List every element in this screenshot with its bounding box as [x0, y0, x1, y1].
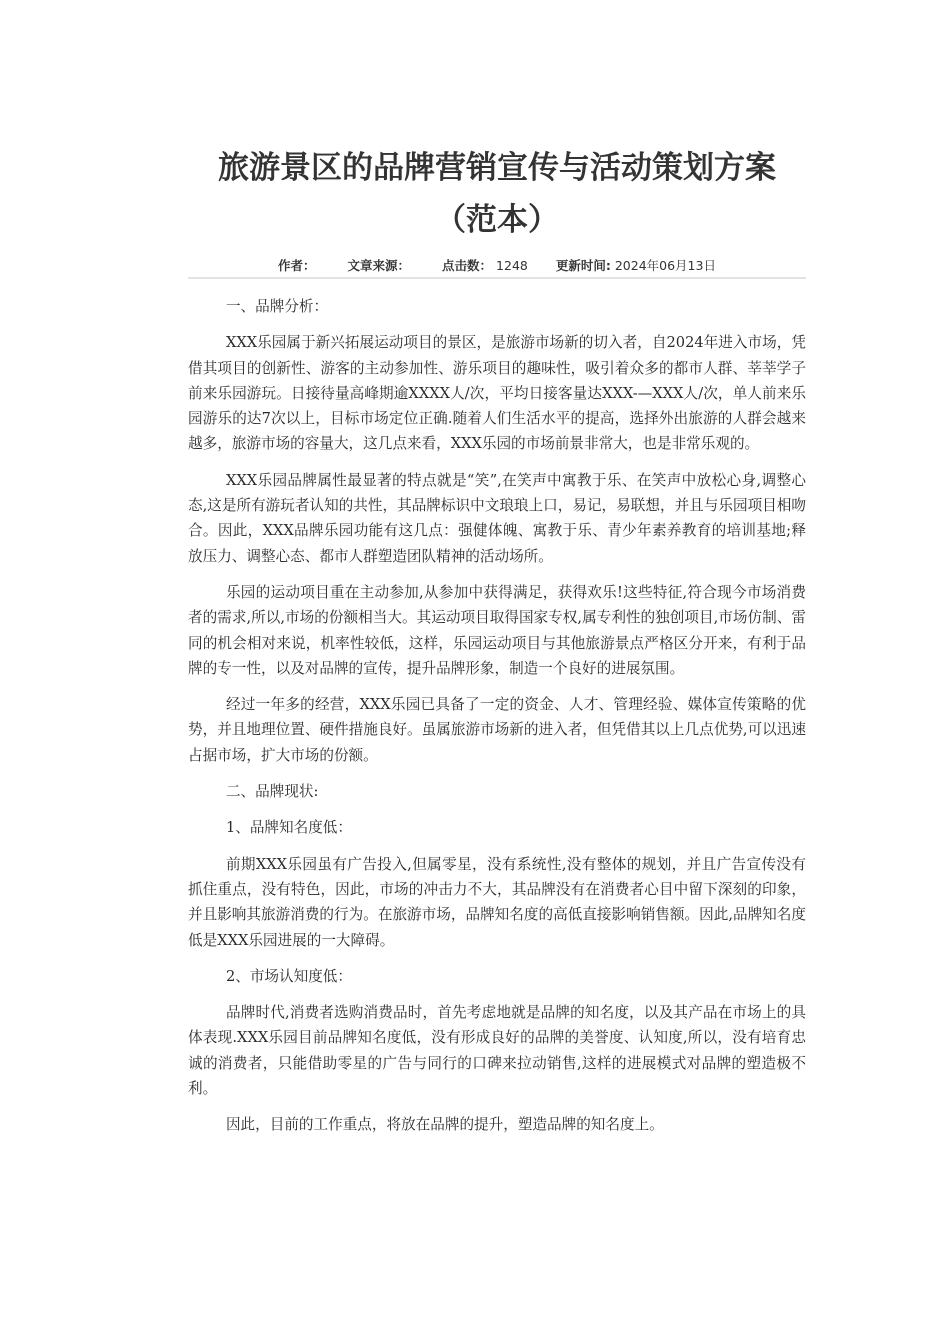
article-meta: [188, 256, 806, 276]
meta-divider: [188, 277, 806, 279]
section-heading-brand-analysis: 一、品牌分析：: [225, 298, 329, 315]
paragraph: 前期XXX乐园虽有广告投入,但属零星，没有系统性,没有整体的规划，并且广告宣传没有抓住重点，没有特色，因此，市场的冲击力不大，其品牌没有在消费者心目中留下深刻的印象，并且影响其旅游消费的行为。在旅游市场，品牌知名度的高低直接影响销售额。因此,品牌知名度低是XXX乐园进展的一大障碍。: [188, 855, 806, 949]
meta-source-label: 文章来源：: [347, 258, 411, 273]
paragraph: 乐园的运动项目重在主动参加,从参加中获得满足，获得欢乐!这些特征,符合现今市场消费者的需求,所以,市场的份额相当大。其运动项目取得国家专权,属专利性的独创项目,市场仿制、雷同的机会相对来说，机率性较低，这样，乐园运动项目与其他旅游景点严格区分开来，有利于品牌的专一性，以及对品牌的宣传，提升品牌形象，制造一个良好的进展氛围。: [188, 583, 806, 677]
paragraph: XXX乐园属于新兴拓展运动项目的景区，是旅游市场新的切入者，自2024年进入市场，凭借其项目的创新性、游客的主动参加性、游乐项目的趣味性，吸引着众多的都市人群、莘莘学子前来乐园游玩。日接待量高峰期逾XXXX人/次，平均日接客量达XXX-—XXX人/次，单人前来乐园游乐的达7次以上，目标市场定位正确.随着人们生活水平的提高，选择外出旅游的人群会越来越多，旅游市场的容量大，这几点来看，XXX乐园的市场前景非常大，也是非常乐观的。: [188, 334, 806, 453]
subheading-market-recognition: 2、市场认知度低：: [225, 967, 352, 985]
section-heading-brand-status: 二、品牌现状:: [225, 783, 319, 801]
paragraph: XXX乐园品牌属性最显著的特点就是“笑”,在笑声中寓教于乐、在笑声中放松心身,调整心态,这是所有游玩者认知的共性，其品牌标识中文琅琅上口，易记，易联想，并且与乐园项目相吻合。因此，XXX品牌乐园功能有这几点：强健体魄、寓教于乐、青少年素养教育的培训基地;释放压力、调整心态、都市人群塑造团队精神的活动场所。: [188, 471, 806, 565]
meta-updated-label: 更新时间:: [555, 258, 611, 273]
meta-source: [342, 258, 421, 273]
meta-author: [272, 258, 326, 273]
paragraph: 因此，目前的工作重点，将放在品牌的提升，塑造品牌的知名度上。: [225, 1116, 664, 1134]
paragraph: 品牌时代,消费者选购消费品时，首先考虑地就是品牌的知名度，以及其产品在市场上的具体表现.XXX乐园目前品牌知名度低，没有形成良好的品牌的美誉度、认知度,所以，没有培育忠诚的消费者，只能借助零星的广告与同行的口碑来拉动销售,这样的进展模式对品牌的塑造极不利。: [188, 1004, 806, 1098]
subheading-brand-awareness: 1、品牌知名度低：: [225, 819, 352, 837]
article-body: [188, 294, 806, 1149]
meta-updated: [550, 258, 722, 273]
article-title: 旅游景区的品牌营销宣传与活动策划方案（范本）: [218, 150, 776, 238]
meta-clicks: [436, 258, 534, 273]
meta-clicks-value: 1248: [496, 258, 528, 273]
paragraph: 经过一年多的经营，XXX乐园已具备了一定的资金、人才、管理经验、媒体宣传策略的优势，并且地理位置、硬件措施良好。虽属旅游市场新的进入者，但凭借其以上几点优势,可以迅速占据市场，扩大市场的份额。: [188, 696, 806, 764]
meta-updated-value: 2024年06月13日: [614, 258, 716, 273]
meta-author-label: 作者：: [278, 258, 316, 273]
meta-clicks-label: 点击数：: [442, 258, 493, 273]
